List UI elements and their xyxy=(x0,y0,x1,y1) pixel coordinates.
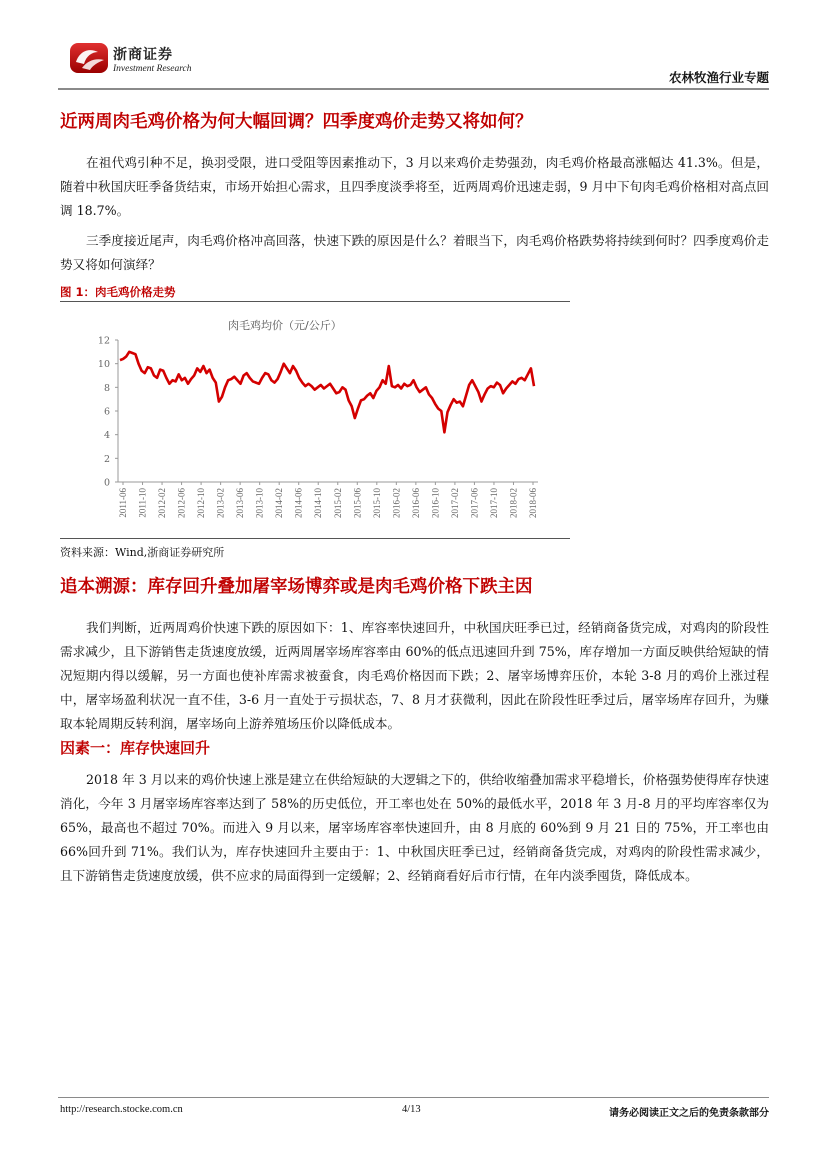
footer-url: http://research.stocke.com.cn xyxy=(60,1104,183,1115)
header-divider xyxy=(58,88,769,90)
chart-title: 肉毛鸡均价（元/公斤） xyxy=(228,319,342,332)
x-tick-label: 2014-02 xyxy=(274,488,285,518)
report-section-title: 农林牧渔行业专题 xyxy=(668,70,769,85)
x-tick-label: 2012-06 xyxy=(176,488,187,518)
chart-axes xyxy=(118,340,538,482)
company-logo-icon xyxy=(68,40,110,76)
figure-title: 图 1：肉毛鸡价格走势 xyxy=(60,285,176,299)
x-tick-label: 2015-06 xyxy=(352,488,363,518)
figure-bottom-rule xyxy=(60,538,570,539)
paragraph-1: 在祖代鸡引种不足，换羽受限，进口受阻等因素推动下，3 月以来鸡价走势强劲，肉毛鸡价格最高涨幅达 41.3%。但是，随着中秋国庆旺季备货结束，市场开始担心需求，且四季度淡季将至，近两周鸡价迅速走弱，9 月中下旬肉毛鸡价格相对高点回调 18.7%。 xyxy=(60,155,769,218)
series-line xyxy=(120,352,534,432)
y-tick-label: 10 xyxy=(97,359,110,371)
section-heading-2: 追本溯源：库存回升叠加屠宰场博弈或是肉毛鸡价格下跌主因 xyxy=(60,577,533,597)
logo-chinese-name: 浙商证券 xyxy=(113,47,173,63)
logo-english-name: Investment Research xyxy=(113,64,192,74)
x-tick-label: 2012-10 xyxy=(196,488,207,518)
y-tick-label: 12 xyxy=(97,335,110,347)
x-tick-label: 2017-02 xyxy=(449,488,460,518)
x-tick-label: 2012-02 xyxy=(157,488,168,518)
x-tick-label: 2013-06 xyxy=(235,488,246,518)
x-tick-label: 2014-10 xyxy=(313,488,324,518)
figure-top-rule xyxy=(60,301,570,302)
x-tick-label: 2018-02 xyxy=(508,488,519,518)
x-tick-label: 2016-10 xyxy=(430,488,441,518)
y-tick-label: 2 xyxy=(103,453,110,465)
x-tick-label: 2015-02 xyxy=(332,488,343,518)
x-tick-label: 2017-10 xyxy=(488,488,499,518)
section-heading-1: 近两周肉毛鸡价格为何大幅回调？四季度鸡价走势又将如何？ xyxy=(60,112,533,132)
x-axis-ticks xyxy=(118,482,538,518)
x-tick-label: 2016-06 xyxy=(410,488,421,518)
footer-disclaimer: 请务必阅读正文之后的免责条款部分 xyxy=(609,1108,769,1119)
x-tick-label: 2011-10 xyxy=(137,488,148,518)
y-axis-ticks xyxy=(98,336,118,489)
figure-source: 资料来源：Wind,浙商证券研究所 xyxy=(60,546,225,559)
y-tick-label: 0 xyxy=(103,477,110,489)
page-number: 4/13 xyxy=(402,1104,421,1115)
x-tick-label: 2016-02 xyxy=(391,488,402,518)
x-tick-label: 2013-02 xyxy=(215,488,226,518)
paragraph-3: 我们判断，近两周鸡价快速下跌的原因如下：1、库容率快速回升，中秋国庆旺季已过，经销商备货完成，对鸡肉的阶段性需求减少，且下游销售走货速度放缓，近两周屠宰场库容率由 60%的低点迅速回升到 75%，库存增加一方面反映供给短缺的情况短期内得以缓解，另一方面也使补库需求被蚕食，肉毛鸡价格因而下跌；2、屠宰场博弈压价，本轮 3-8 月的鸡价上涨过程中，屠宰场盈利状况一直不佳，3-6 月一直处于亏损状态，7、8 月才获微利，因此在阶段性旺季过后，屠宰场库存回升，为赚取本轮周期反转利润，屠宰场向上游养殖场压价以降低成本。 xyxy=(60,620,769,731)
x-tick-label: 2018-06 xyxy=(528,488,538,518)
y-tick-label: 4 xyxy=(103,430,110,442)
y-tick-label: 6 xyxy=(103,406,110,418)
subsection-heading: 因素一：库存快速回升 xyxy=(60,739,211,757)
paragraph-4: 2018 年 3 月以来的鸡价快速上涨是建立在供给短缺的大逻辑之下的，供给收缩叠加需求平稳增长，价格强势使得库存快速消化，今年 3 月屠宰场库容率达到了 58%的历史低位，开工率也处在 50%的最低水平，2018 年 3 月-8 月的平均库容率仅为 65%，最高也不超过 70%。而进入 9 月以来，屠宰场库容率快速回升，由 8 月底的 60%到 9 月 21 日的 75%，开工率也由 66%回升到 71%。我们认为，库存快速回升主要由于：1、中秋国庆旺季已过，经销商备货完成，对鸡肉的阶段性需求减少，且下游销售走货速度放缓，供不应求的局面得到一定缓解；2、经销商看好后市行情，在年内淡季囤货，降低成本。 xyxy=(60,772,769,883)
x-tick-label: 2014-06 xyxy=(293,488,304,518)
chicken-price-line-chart xyxy=(88,312,558,540)
x-tick-label: 2015-10 xyxy=(371,488,382,518)
paragraph-2: 三季度接近尾声，肉毛鸡价格冲高回落，快速下跌的原因是什么？着眼当下，肉毛鸡价格跌势将持续到何时？四季度鸡价走势又将如何演绎？ xyxy=(60,233,769,272)
footer-divider xyxy=(58,1097,769,1098)
x-tick-label: 2017-06 xyxy=(469,488,480,518)
y-tick-label: 8 xyxy=(103,382,110,394)
x-tick-label: 2013-10 xyxy=(254,488,265,518)
x-tick-label: 2011-06 xyxy=(118,488,128,518)
